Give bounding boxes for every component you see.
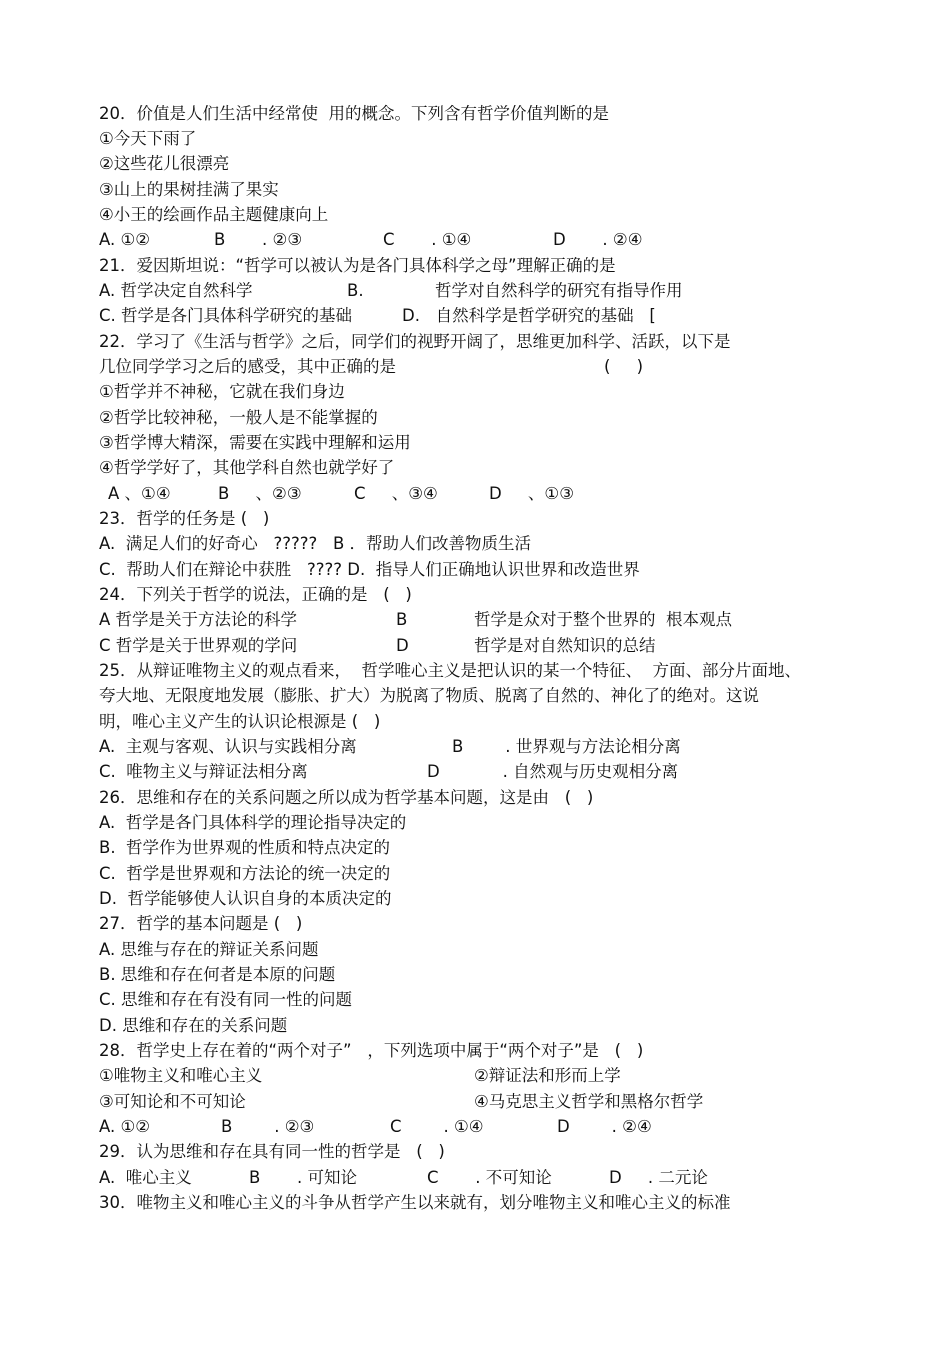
q29-option-c: C . 不可知论 xyxy=(427,1168,552,1187)
q22-statement-1: ①哲学并不神秘，它就在我们身边 xyxy=(99,382,345,401)
q24-stem-line xyxy=(0,582,412,607)
q29-option-b: B . 可知论 xyxy=(249,1168,358,1187)
q28-statement-1: ①唯物主义和唯心主义 xyxy=(99,1066,263,1085)
q29-option-a: A. 唯心主义 xyxy=(99,1168,192,1187)
q25-stem-2: 夸大地、无限度地发展（膨胀、扩大）为脱离了物质、脱离了自然的、神化了的绝对。这说 xyxy=(99,686,759,705)
q23-options-ab: A. 满足人们的好奇心 ????? B ．帮助人们改善物质生活 xyxy=(99,534,532,553)
q23-stem-line xyxy=(0,506,270,531)
q21-option-c: C. 哲学是各门具体科学研究的基础 xyxy=(99,306,353,325)
q26-stem-line xyxy=(0,785,594,810)
q25-stem-3: 明，唯心主义产生的认识论根源是 ( ) xyxy=(99,712,381,731)
q25-options-cd-line xyxy=(0,759,679,784)
q30-stem: 30．唯物主义和唯心主义的斗争从哲学产生以来就有，划分唯物主义和唯心主义的标准 xyxy=(99,1193,731,1212)
q20-statement-4-line xyxy=(0,202,329,227)
q20-option-a: A. ①② xyxy=(99,230,151,249)
q20-stem-line xyxy=(0,101,609,126)
q22-stem-2: 几位同学学习之后的感受，其中正确的是 xyxy=(99,357,396,376)
q27-stem: 27．哲学的基本问题是 ( ) xyxy=(99,914,303,933)
q22-statement-4-line xyxy=(0,455,395,480)
q27-stem-line xyxy=(0,911,303,936)
q20-statement-3: ③山上的果树挂满了果实 xyxy=(99,180,279,199)
q25-option-b: B . 世界观与方法论相分离 xyxy=(452,737,681,756)
q24-option-b-text: 哲学是众对于整个世界的 根本观点 xyxy=(474,610,732,629)
q24-options-cd-line xyxy=(0,633,656,658)
q26-option-b: B. 哲学作为世界观的性质和特点决定的 xyxy=(99,838,391,857)
q20-statement-2-line xyxy=(0,151,230,176)
q22-stem-line-1 xyxy=(0,329,731,354)
q20-option-c: C . ①④ xyxy=(383,230,472,249)
q27-option-a: A. 思维与存在的辩证关系问题 xyxy=(99,940,319,959)
q21-option-d: D. 自然科学是哲学研究的基础 [ xyxy=(402,306,656,325)
q21-option-b-letter: B. xyxy=(347,281,364,300)
q22-statement-2-line xyxy=(0,405,378,430)
q27-option-b: B. 思维和存在何者是本原的问题 xyxy=(99,965,336,984)
q20-option-b: B . ②③ xyxy=(214,230,303,249)
q28-option-c: C . ①④ xyxy=(390,1117,484,1136)
q24-option-b-letter: B xyxy=(396,610,408,629)
q22-option-a: A 、①④ xyxy=(108,484,171,503)
q26-option-d-line xyxy=(0,886,392,911)
q22-option-b: B 、②③ xyxy=(218,484,302,503)
q27-option-d-line xyxy=(0,1013,288,1038)
q20-statement-1: ①今天下雨了 xyxy=(99,129,197,148)
q26-option-b-line xyxy=(0,835,391,860)
q24-options-ab-line xyxy=(0,607,732,632)
q27-option-c: C. 思维和存在有没有同一性的问题 xyxy=(99,990,353,1009)
q25-stem-line-2 xyxy=(0,683,759,708)
q22-options-line xyxy=(0,481,575,506)
q25-option-d: D . 自然观与历史观相分离 xyxy=(427,762,679,781)
q25-stem-line-3 xyxy=(0,709,381,734)
q26-option-d: D. 哲学能够使人认识自身的本质决定的 xyxy=(99,889,392,908)
q22-statement-3-line xyxy=(0,430,411,455)
q25-stem-1: 25．从辩证唯物主义的观点看来， 哲学唯心主义是把认识的某一个特征、 方面、部分片面地、 xyxy=(99,661,801,680)
q28-option-a: A. ①② xyxy=(99,1117,151,1136)
q20-statement-1-line xyxy=(0,126,197,151)
q25-options-ab-line xyxy=(0,734,681,759)
q28-statement-4: ④马克思主义哲学和黑格尔哲学 xyxy=(474,1092,704,1111)
q24-stem: 24．下列关于哲学的说法，正确的是 ( ) xyxy=(99,585,412,604)
q23-options-cd-line xyxy=(0,557,640,582)
q22-stem-1: 22．学习了《生活与哲学》之后，同学们的视野开阔了，思维更加科学、活跃，以下是 xyxy=(99,332,731,351)
q25-option-c: C. 唯物主义与辩证法相分离 xyxy=(99,762,308,781)
q21-stem-line xyxy=(0,253,616,278)
q24-option-d-text: 哲学是对自然知识的总结 xyxy=(474,636,656,655)
q28-statement-3: ③可知论和不可知论 xyxy=(99,1092,246,1111)
q26-option-c: C. 哲学是世界观和方法论的统一决定的 xyxy=(99,864,391,883)
q28-statement-2: ②辩证法和形而上学 xyxy=(474,1066,621,1085)
q22-option-d: D 、①③ xyxy=(489,484,575,503)
q23-stem: 23．哲学的任务是 ( ) xyxy=(99,509,270,528)
q22-stem-line-2 xyxy=(0,354,644,379)
q21-options-cd-line xyxy=(0,303,656,328)
q20-options-line xyxy=(0,227,643,252)
q24-option-d-letter: D xyxy=(396,636,409,655)
q27-option-d: D. 思维和存在的关系问题 xyxy=(99,1016,288,1035)
q22-statement-1-line xyxy=(0,379,345,404)
q28-statements-12-line xyxy=(0,1063,621,1088)
q25-option-a: A. 主观与客观、认识与实践相分离 xyxy=(99,737,357,756)
q20-statement-2: ②这些花儿很漂亮 xyxy=(99,154,230,173)
q28-option-b: B . ②③ xyxy=(221,1117,315,1136)
q24-option-a: A 哲学是关于方法论的科学 xyxy=(99,610,298,629)
q24-option-c: C 哲学是关于世界观的学问 xyxy=(99,636,298,655)
q29-stem: 29．认为思维和存在具有同一性的哲学是 ( ) xyxy=(99,1142,445,1161)
q26-option-a-line xyxy=(0,810,407,835)
q27-option-b-line xyxy=(0,962,336,987)
q23-options-ab-line xyxy=(0,531,532,556)
q20-option-d: D . ②④ xyxy=(553,230,643,249)
q20-stem: 20．价值是人们生活中经常使 用的概念。下列含有哲学价值判断的是 xyxy=(99,104,609,123)
q29-options-line xyxy=(0,1165,708,1190)
q29-stem-line xyxy=(0,1139,445,1164)
q28-statements-34-line xyxy=(0,1089,704,1114)
q30-stem-line xyxy=(0,1190,731,1215)
q26-option-a: A. 哲学是各门具体科学的理论指导决定的 xyxy=(99,813,407,832)
q28-options-line xyxy=(0,1114,652,1139)
q25-stem-line-1 xyxy=(0,658,801,683)
q22-statement-3: ③哲学博大精深，需要在实践中理解和运用 xyxy=(99,433,411,452)
q22-option-c: C 、③④ xyxy=(354,484,438,503)
q21-stem: 21．爱因斯坦说：“哲学可以被认为是各门具体科学之母”理解正确的是 xyxy=(99,256,616,275)
q20-statement-4: ④小王的绘画作品主题健康向上 xyxy=(99,205,329,224)
q21-option-b-text: 哲学对自然科学的研究有指导作用 xyxy=(435,281,683,300)
q27-option-a-line xyxy=(0,937,319,962)
q20-statement-3-line xyxy=(0,177,279,202)
q29-option-d: D . 二元论 xyxy=(609,1168,708,1187)
q21-option-a: A. 哲学决定自然科学 xyxy=(99,281,253,300)
q22-statement-2: ②哲学比较神秘，一般人是不能掌握的 xyxy=(99,408,378,427)
q23-options-cd: C. 帮助人们在辩论中获胜 ???? D. 指导人们正确地认识世界和改造世界 xyxy=(99,560,640,579)
q28-option-d: D . ②④ xyxy=(557,1117,652,1136)
q26-option-c-line xyxy=(0,861,391,886)
q22-answer-paren: ( ) xyxy=(604,357,644,376)
q22-statement-4: ④哲学学好了，其他学科自然也就学好了 xyxy=(99,458,395,477)
q21-options-ab-line xyxy=(0,278,683,303)
q28-stem: 28．哲学史上存在着的“两个对子” ，下列选项中属于“两个对子”是 ( ) xyxy=(99,1041,644,1060)
q26-stem: 26．思维和存在的关系问题之所以成为哲学基本问题，这是由 ( ) xyxy=(99,788,594,807)
q27-option-c-line xyxy=(0,987,353,1012)
q28-stem-line xyxy=(0,1038,644,1063)
